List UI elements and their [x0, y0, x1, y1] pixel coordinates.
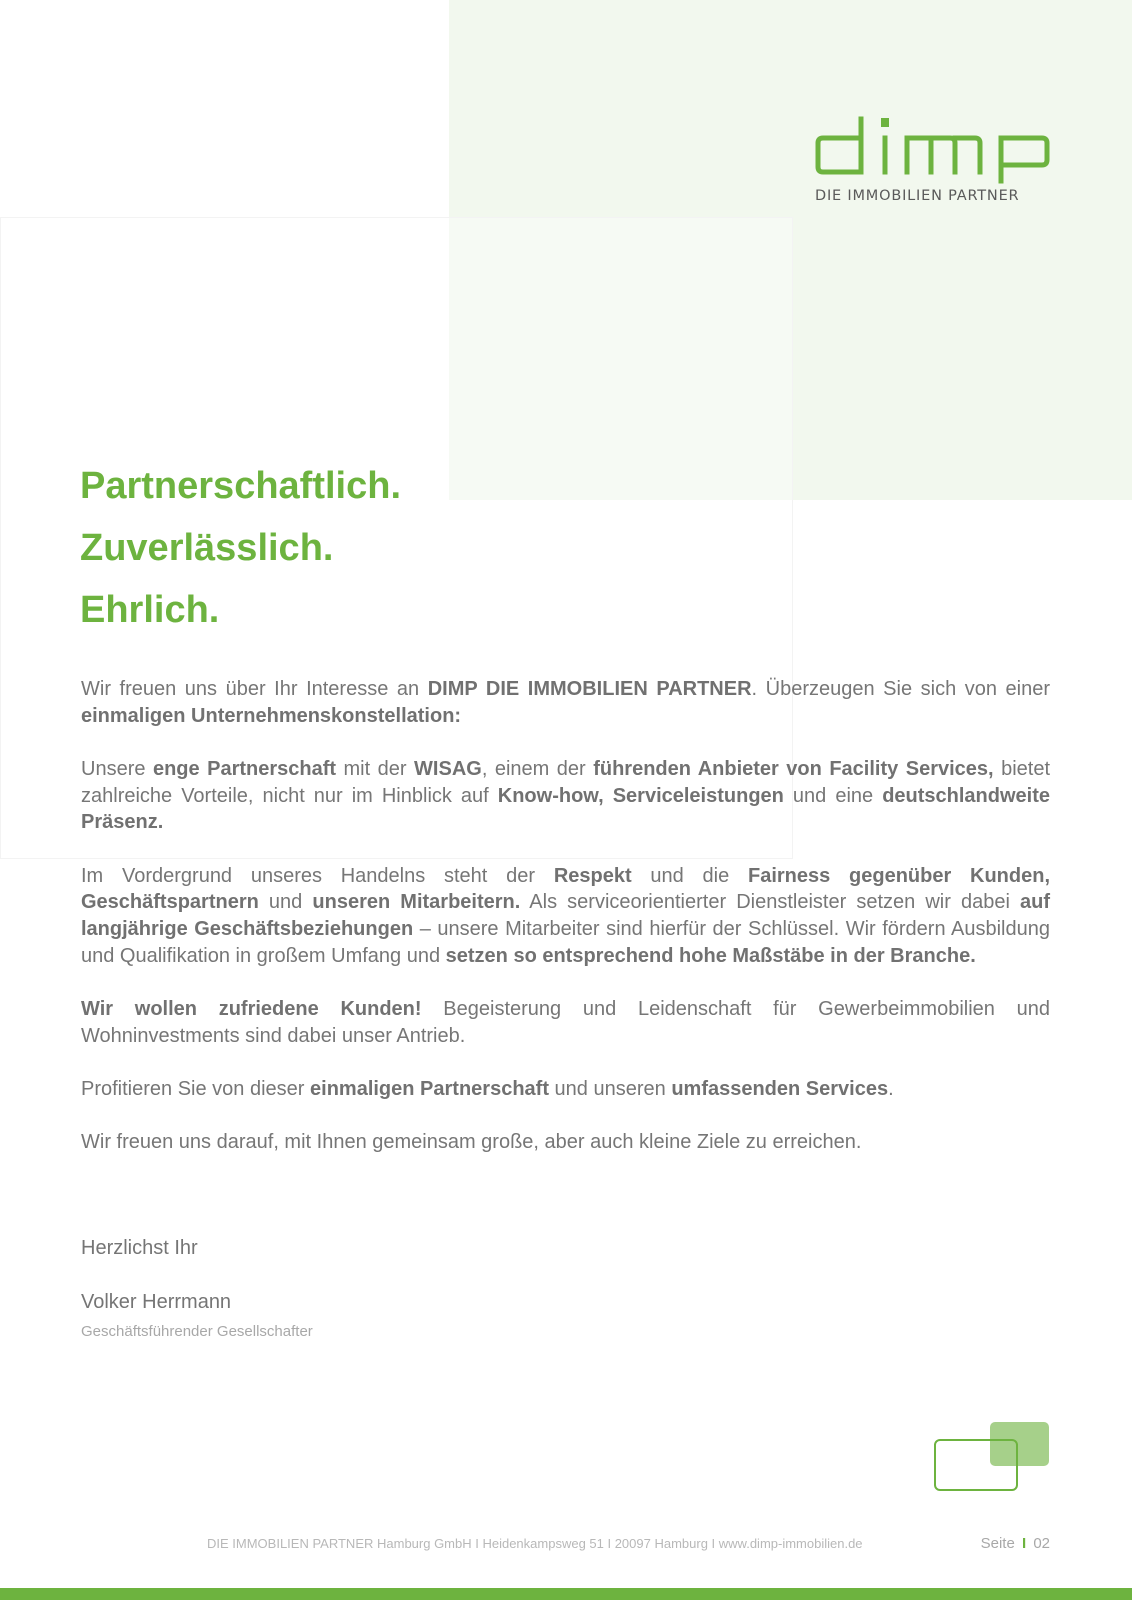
- signatory-role: Geschäftsführender Gesellschafter: [81, 1323, 313, 1340]
- footer-address: DIE IMMOBILIEN PARTNER Hamburg GmbH I Heidenkampsweg 51 I 20097 Hamburg I www.dimp-immobilien.de: [207, 1536, 863, 1551]
- page-separator: I: [1021, 1535, 1027, 1552]
- footer-green-bar: [0, 1588, 1132, 1600]
- paragraph-customers: Wir wollen zufriedene Kunden! Begeisterung und Leidenschaft für Gewerbeimmobilien und Wohninvestments sind dabei unser Antrieb.: [81, 997, 1050, 1047]
- dimp-wordmark-icon: [815, 116, 1051, 184]
- paragraph-services: Profitieren Sie von dieser einmaligen Partnerschaft und unseren umfassenden Services.: [81, 1077, 894, 1100]
- headline-1: Partnerschaftlich.: [80, 465, 401, 507]
- letter-body: [81, 676, 1050, 1182]
- paragraph-intro: Wir freuen uns über Ihr Interesse an DIMP DIE IMMOBILIEN PARTNER. Überzeugen Sie sich von einer einmaligen Unternehmenskonstellation:: [81, 678, 1051, 727]
- page-number: 02: [1033, 1535, 1050, 1552]
- closing-salutation: Herzlichst Ihr: [81, 1237, 198, 1259]
- page-indicator: [981, 1535, 1050, 1552]
- logo-tagline: DIE IMMOBILIEN PARTNER: [815, 188, 1020, 204]
- signatory-name: Volker Herrmann: [81, 1291, 232, 1313]
- paragraph-values: Im Vordergrund unseres Handelns steht der Respekt und die Fairness gegenüber Kunden, Geschäftspartnern und unseren Mitarbeitern. Als serviceorientierter Dienstleister setzen wir dabei auf langjährige Geschäftsbeziehungen – unsere Mitarbeiter sind hierfür der Schlüssel. Wir fördern Ausbildung und Qualifikation in großem Umfang und setzen so entsprechend hohe Maßstäbe in der Branche.: [81, 864, 1051, 967]
- headline-group: [80, 455, 401, 641]
- paragraph-partnership: Unsere enge Partnerschaft mit der WISAG, einem der führenden Anbieter von Facility Services, bietet zahlreiche Vorteile, nicht nur im Hinblick auf Know-how, Serviceleistungen und eine deutschlandweite Präsenz.: [81, 757, 1050, 834]
- headline-3: Ehrlich.: [80, 589, 220, 631]
- headline-2: Zuverlässlich.: [80, 527, 334, 569]
- decorative-outline-square: [934, 1439, 1018, 1491]
- page-label: Seite: [980, 1535, 1015, 1552]
- paragraph-goals: Wir freuen uns darauf, mit Ihnen gemeinsam große, aber auch kleine Ziele zu erreichen.: [81, 1130, 862, 1153]
- dimp-logo: [815, 116, 1051, 204]
